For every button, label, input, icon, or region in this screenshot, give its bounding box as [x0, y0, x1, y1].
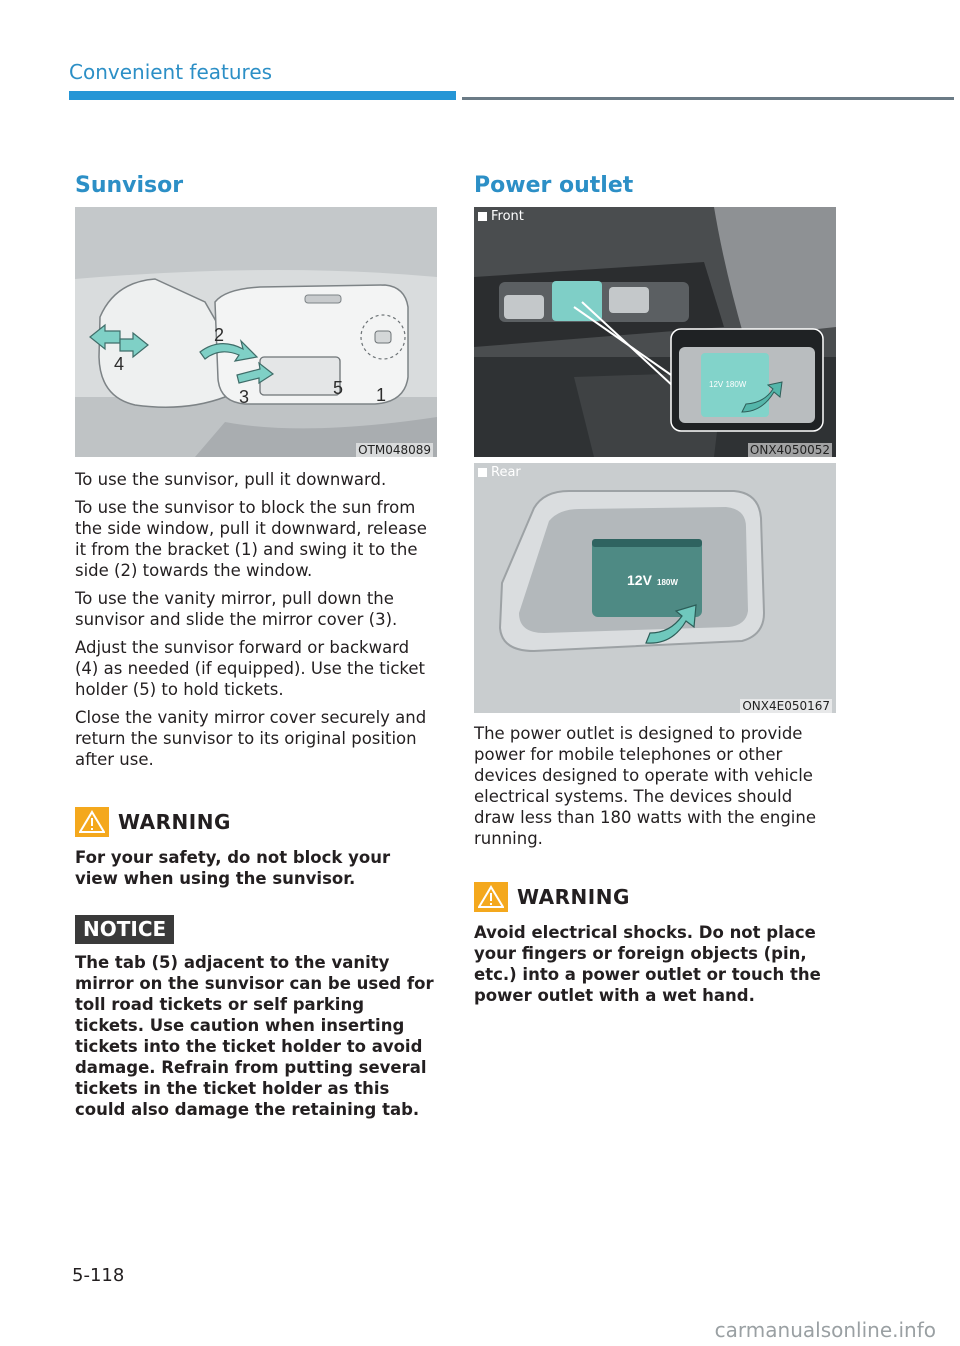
sunvisor-paragraph: Close the vanity mirror cover securely and return the sunvisor to its original position after use.	[75, 708, 427, 769]
sunvisor-heading: Sunvisor	[75, 173, 184, 198]
callout-1: 1	[376, 385, 387, 405]
figure-code: ONX4050052	[749, 443, 830, 457]
sunvisor-figure	[75, 207, 437, 457]
rear-outlet-figure	[474, 463, 836, 713]
rear-outlet-illustration	[474, 463, 836, 713]
notice-title: NOTICE	[75, 915, 174, 944]
warning-triangle-icon	[75, 807, 109, 837]
header-rule	[462, 97, 954, 100]
warning-text: For your safety, do not block your view when using the sunvisor.	[75, 848, 391, 888]
page-number: 5-118	[72, 1265, 125, 1286]
warning-triangle-icon	[474, 882, 508, 912]
front-outlet-text: 12V 180W	[709, 380, 747, 389]
warning-header	[75, 805, 437, 839]
sunvisor-paragraph: Adjust the sunvisor forward or backward (4) as needed (if equipped). Use the ticket holder (5) to hold tickets.	[75, 638, 426, 699]
front-outlet-illustration	[474, 207, 836, 457]
notice-text: The tab (5) adjacent to the vanity mirror on the sunvisor can be used for toll road tickets or self parking tickets. Use caution when inserting tickets into the ticket holder to avoid damage. Refrain from putting several tickets in the ticket holder as this could also damage the retaining tab.	[75, 953, 434, 1119]
sunvisor-paragraph: To use the sunvisor to block the sun from the side window, pull it downward, release it from the bracket (1) and swing it to the side (2) towards the window.	[75, 498, 427, 580]
callout-4: 4	[114, 354, 125, 374]
warning-text: Avoid electrical shocks. Do not place your fingers or foreign objects (pin, etc.) into a power outlet or touch the power outlet with a wet hand.	[474, 923, 821, 1005]
sunvisor-paragraph: To use the vanity mirror, pull down the sunvisor and slide the mirror cover (3).	[75, 589, 398, 629]
rear-outlet-watt: 180W	[657, 578, 678, 587]
watermark: carmanualsonline.info	[714, 1318, 936, 1342]
header-accent-bar	[69, 91, 456, 100]
warning-title: WARNING	[118, 810, 231, 834]
rear-label: Rear	[478, 465, 521, 480]
front-outlet-figure	[474, 207, 836, 457]
callout-5: 5	[333, 378, 344, 398]
rear-outlet-voltage: 12V	[627, 572, 652, 588]
figure-code: OTM048089	[358, 443, 431, 457]
warning-header	[474, 880, 836, 914]
power-outlet-section	[474, 170, 836, 1006]
callout-2: 2	[214, 325, 225, 345]
warning-title: WARNING	[517, 885, 630, 909]
power-outlet-paragraph: The power outlet is designed to provide power for mobile telephones or other devices designed to operate with vehicle electrical systems. The devices should draw less than 180 watts with the engine running.	[474, 724, 816, 848]
sunvisor-section	[75, 170, 437, 1120]
sunvisor-paragraph: To use the sunvisor, pull it downward.	[75, 470, 387, 489]
sunvisor-illustration	[75, 207, 437, 457]
section-title: Convenient features	[69, 60, 273, 84]
callout-3: 3	[239, 387, 250, 407]
figure-code: ONX4E050167	[742, 699, 830, 713]
power-outlet-heading: Power outlet	[474, 173, 634, 198]
front-label: Front	[478, 209, 524, 224]
